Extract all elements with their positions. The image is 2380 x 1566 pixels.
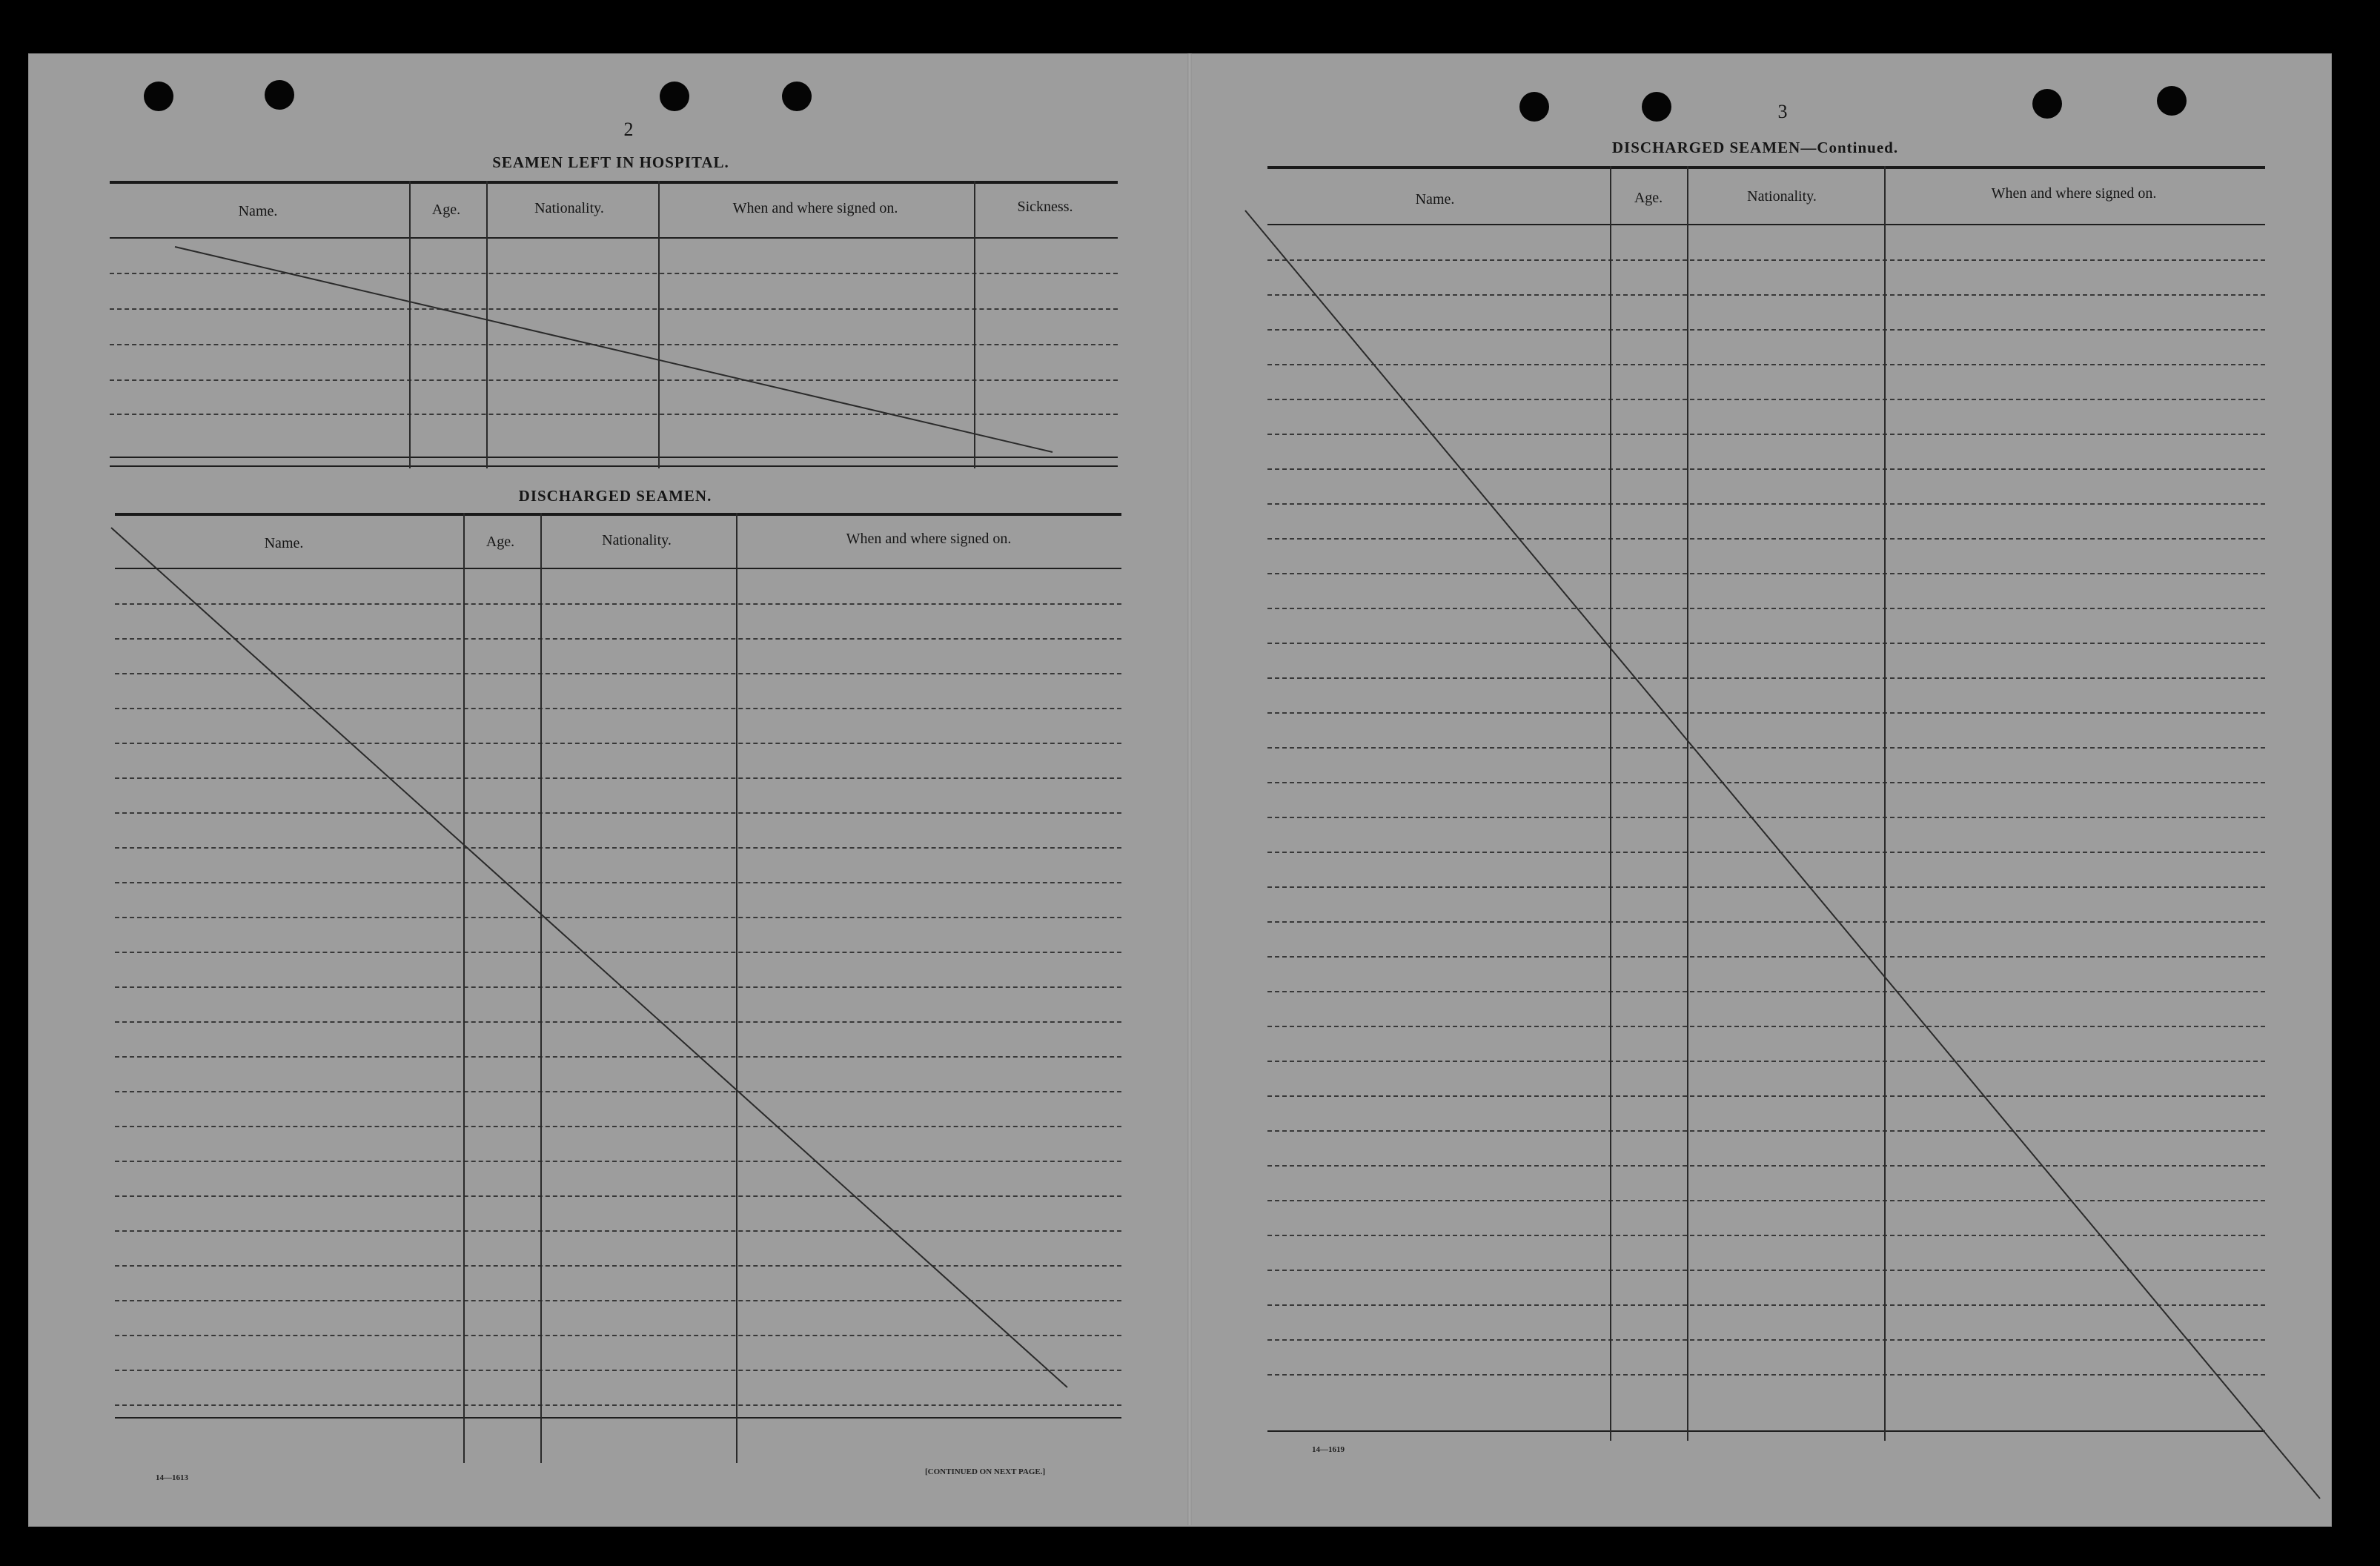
discharged-section-title: DISCHARGED SEAMEN. (518, 487, 712, 505)
column-header: Name. (238, 203, 278, 219)
page-number: 3 (1777, 101, 1788, 122)
column-header: Age. (431, 202, 461, 218)
cancel-stroke-continued (1245, 210, 2320, 1499)
continued-note: [CONTINUED ON NEXT PAGE.] (925, 1467, 1046, 1476)
column-header: Age. (485, 534, 515, 550)
column-header: When and where signed on. (846, 531, 1012, 547)
column-header: When and where signed on. (732, 200, 898, 216)
form-number: 14—1613 (156, 1473, 188, 1482)
column-header: Age. (1634, 190, 1663, 206)
column-header: Nationality. (1747, 188, 1817, 205)
column-header: Name. (1415, 191, 1455, 208)
column-header: When and where signed on. (1991, 185, 2157, 202)
cancel-stroke-discharged (111, 528, 1067, 1387)
cancel-stroke-hospital (175, 247, 1053, 452)
form-number: 14—1619 (1312, 1445, 1345, 1454)
discharged-continued-title: DISCHARGED SEAMEN—Continued. (1611, 139, 1899, 156)
page-number: 2 (623, 119, 634, 140)
column-header: Name. (264, 535, 304, 551)
hospital-section-title: SEAMEN LEFT IN HOSPITAL. (492, 153, 729, 171)
column-header: Sickness. (1017, 199, 1073, 215)
column-header: Nationality. (534, 200, 604, 216)
column-header: Nationality. (602, 532, 672, 548)
